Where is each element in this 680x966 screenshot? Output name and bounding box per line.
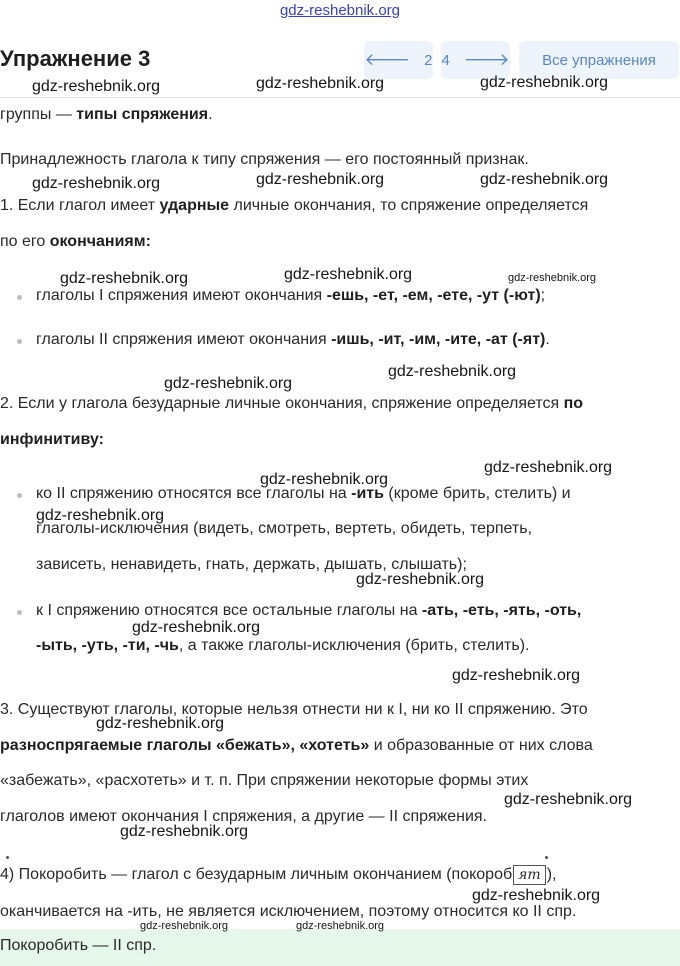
handwritten-ending: ят — [513, 865, 546, 885]
watermark: gdz-reshebnik.org — [452, 667, 581, 684]
header-divider — [0, 97, 680, 98]
watermark: gdz-reshebnik.org — [472, 887, 601, 904]
watermark: gdz-reshebnik.org — [60, 270, 189, 287]
all-exercises-label: Все упражнения — [542, 51, 656, 69]
stitch-artifact — [6, 856, 9, 859]
prev-exercise-button[interactable] — [364, 41, 433, 79]
page-title: Упражнение 3 — [0, 46, 151, 71]
watermark: gdz-reshebnik.org — [132, 619, 261, 636]
list-item: к I спряжению относятся все остальные глаголы на -ать, -еть, -ять, -оть, — [36, 602, 582, 619]
text-line: разноспрягаемые глаголы «бежать», «хотеть» и образованные от них слова — [0, 737, 593, 754]
text-line: инфинитиву: — [0, 431, 104, 448]
bullet-dot — [17, 493, 22, 498]
watermark: gdz-reshebnik.org — [32, 78, 161, 95]
next-exercise-number: 4 — [441, 51, 450, 69]
watermark: gdz-reshebnik.org — [120, 823, 249, 840]
watermark: gdz-reshebnik.org — [480, 74, 609, 91]
answer-text: Покоробить — II спр. — [0, 937, 157, 954]
list-item: ко II спряжению относятся все глаголы на -ить (кроме брить, стелить) и — [36, 485, 571, 502]
list-item: глаголы I спряжения имеют окончания -ешь, -ет, -ем, -ете, -ут (-ют); — [36, 287, 546, 304]
bullet-dot — [17, 295, 22, 300]
text-line: 4) Покоробить — глагол с безударным личным окончанием (покороб ят ), — [0, 866, 557, 883]
list-item-continuation: зависеть, ненавидеть, гнать, держать, дышать, слышать); — [36, 556, 467, 573]
stitch-artifact — [545, 856, 548, 859]
text-line: по его окончаниям: — [0, 233, 151, 250]
watermark: gdz-reshebnik.org — [260, 471, 389, 488]
text-line: «забежать», «расхотеть» и т. п. При спряжении некоторые формы этих — [0, 772, 529, 789]
watermark: gdz-reshebnik.org — [356, 571, 485, 588]
watermark: gdz-reshebnik.org — [504, 791, 633, 808]
site-link[interactable]: gdz-reshebnik.org — [279, 2, 401, 19]
list-item: глаголы II спряжения имеют окончания -ишь, -ит, -им, -ите, -ат (-ят). — [36, 331, 550, 348]
text-line: Принадлежность глагола к типу спряжения — его постоянный признак. — [0, 151, 529, 168]
watermark: gdz-reshebnik.org — [388, 363, 517, 380]
bullet-dot — [17, 339, 22, 344]
watermark: gdz-reshebnik.org — [32, 175, 161, 192]
watermark: gdz-reshebnik.org — [256, 171, 385, 188]
watermark: gdz-reshebnik.org — [164, 375, 293, 392]
list-item-continuation: -ыть, -уть, -ти, -чь, а также глаголы-исключения (брить, стелить). — [36, 637, 530, 654]
watermark: gdz-reshebnik.org — [140, 920, 229, 932]
arrow-right-icon: 🡒 — [463, 50, 510, 69]
watermark: gdz-reshebnik.org — [96, 715, 225, 732]
text-line: оканчивается на -ить, не является исключением, поэтому относится ко II спр. — [0, 903, 577, 920]
bullet-dot — [17, 610, 22, 615]
text-line: глаголов имеют окончания I спряжения, а другие — II спряжения. — [0, 808, 487, 825]
text-line: группы — типы спряжения. — [0, 106, 213, 123]
list-item-continuation: глаголы-исключения (видеть, смотреть, вертеть, обидеть, терпеть, — [36, 520, 533, 537]
text-line: 1. Если глагол имеет ударные личные окончания, то спряжение определяется — [0, 197, 589, 214]
watermark: gdz-reshebnik.org — [36, 507, 165, 524]
watermark: gdz-reshebnik.org — [484, 459, 613, 476]
watermark: gdz-reshebnik.org — [508, 272, 597, 284]
text-line: 2. Если у глагола безударные личные окончания, спряжение определяется по — [0, 395, 584, 412]
arrow-left-icon: 🡐 — [364, 50, 411, 69]
text-line: 3. Существуют глаголы, которые нельзя отнести ни к I, ни ко II спряжению. Это — [0, 701, 588, 718]
watermark: gdz-reshebnik.org — [296, 920, 385, 932]
watermark: gdz-reshebnik.org — [256, 75, 385, 92]
prev-exercise-number: 2 — [424, 51, 433, 69]
watermark: gdz-reshebnik.org — [284, 266, 413, 283]
watermark: gdz-reshebnik.org — [480, 171, 609, 188]
